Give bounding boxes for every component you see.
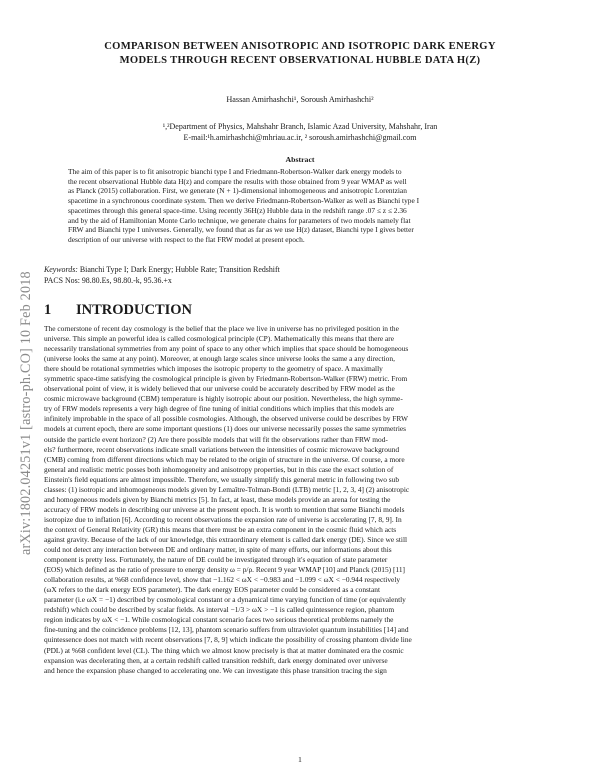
abstract-line: spacetime in a synchronous coordinate system. Then we derive Friedmann-Robertson-Walker as well as Bianchi type I (68, 196, 420, 206)
body-line: accuracy of FRW models in describing our universe at the present epoch. It is worth to mention that some Bianchi models (44, 504, 405, 514)
pacs-numbers: PACS Nos: 98.80.Es, 98.80.-k, 95.36.+x (44, 275, 172, 285)
body-line: els? furthermore, recent observations indicate small variations between the intensities of cosmic microwave background (44, 444, 400, 454)
body-line: outside the particle event horizon? (2) Are there possible models that will fit the observations rather than FRW mod- (44, 434, 388, 444)
body-line: redshift) which could be described by scalar fields. As interval −1/3 > ωX > −1 is called quintessence region, phantom (44, 605, 395, 615)
title-line-1: COMPARISON BETWEEN ANISOTROPIC AND ISOTROPIC DARK ENERGY (104, 41, 496, 52)
emails: E-mail:¹h.amirhashchi@mhriau.ac.ir, ² soroush.amirhashchi@gmail.com (183, 132, 417, 142)
body-line: region indicates by ωX < −1. While cosmological constant scenario faces two serious theoretical problems namely the (44, 615, 394, 625)
section-number: 1 (44, 302, 52, 318)
abstract-line: FRW and Bianchi type I universes. Generally, we found that as far as we use H(z) dataset, Bianchi type I gives better (68, 225, 414, 235)
section-heading (44, 302, 192, 319)
body-line: could not detect any interaction between DE and ordinary matter, in spite of many efforts, our informations about this (44, 545, 392, 555)
body-line: there should be rotational symmetries which imposes the isotropic property to the geometry of space. A maximally (44, 364, 383, 374)
authors: Hassan Amirhashchi¹, Soroush Amirhashchi² (226, 95, 374, 104)
abstract-line: description of our universe with respect to the flat FRW model at present epoch. (68, 234, 305, 244)
affiliation-block (60, 122, 540, 143)
body-line: The cornerstone of recent day cosmology is the belief that the place we live in universe has no privileged position in the (44, 324, 399, 333)
body-line: (PDL) at %68 confident level (CL). The thing which we almost know precisely is that at matter dominated era the cosmic (44, 645, 404, 655)
body-line: (universe looks the same at any point). Moreover, at enough large scales since universe looks the same a any direction, (44, 354, 395, 364)
abstract (68, 167, 534, 245)
paper-title (60, 40, 540, 68)
abstract-line: The aim of this paper is to fit anisotropic bianchi type I and Friedmann-Robertson-Walker dark energy models to (68, 167, 402, 176)
body-line: expansion was decelerating then, at a certain redshift called transition redshift, dark energy dominated over universe (44, 655, 388, 665)
body-line: and homogeneous models given by Bianchi metrics [5]. In fact, at least, these models provide an arena for testing the (44, 494, 391, 504)
body-line: infinitely improbable in the space of all possible cosmologies. Although, the observed universe could be describes by FRW (44, 414, 408, 424)
arxiv-stamp: arXiv:1802.04251v1 [astro-ph.CO] 10 Feb 2018 (18, 271, 34, 555)
body-line: models at current epoch, there are some important questions (1) does our universe necessarily posses the same symmetries (44, 424, 407, 434)
body-line: the context of General Relativity (GR) this means that there must be an extra component in the cosmic fluid which acts (44, 524, 397, 534)
abstract-line: spacetimes through this general space-time. Using recently 36H(z) Hubble data in the redshift range .07 ≤ z ≤ 2.36 (68, 205, 407, 215)
body-line: and hence the expansion phase changed to accelerating one. We can investigate this phase transition tracing the sign (44, 665, 387, 675)
page-number: 1 (298, 755, 302, 764)
body-line: fine-tuning and the coincidence problems [12, 13], phantom scenario suffers from ultraviolet quantum instabilities [14] and (44, 625, 409, 635)
affiliation: ¹,²Department of Physics, Mahshahr Branch, Islamic Azad University, Mahshahr, Iran (162, 122, 438, 131)
body-line: classes: (1) isotropic and inhomogeneous models given by Lemaître-Tolman-Bondi (LTB) metric [1, 2, 3, 4] (2) anisotropic (44, 484, 410, 494)
body-line: parameter (i.e ωX = −1) described by cosmological constant or a dynamical time varying function of time (or equivalently (44, 595, 406, 605)
abstract-line: the recent observational Hubble data H(z) and compare the results with those obtained from 9 year WMAP as well (68, 176, 407, 186)
body-line: component is pretty less. Fortunately, the nature of DE could be investigated through it's equation of state parameter (44, 555, 388, 565)
keywords-row (44, 265, 564, 276)
body-line: isotropize due to inflation [6]. According to recent observations the expansion rate of universe is accelerating [7, 8, 9]. In (44, 514, 402, 524)
abstract-line: as Planck (2015) collaboration. First, we generate (N + 1)-dimensional inhomogeneous and anisotropic Lorentzian (68, 186, 407, 196)
body-line: Einstein's field equations are almost impossible. Therefore, we usually simplify this general metric in following two sub (44, 474, 400, 484)
abstract-heading: Abstract (285, 155, 315, 164)
body-line: try of FRW models represents a very high degree of fine tuning of initial conditions which implies that this models are (44, 404, 395, 414)
body-text (44, 324, 562, 676)
body-line: symmetric space-time satisfying the cosmological principle is given by Friedmann-Robertson-Walker (FRW) metric. From (44, 374, 408, 384)
body-line: quintessence does not match with recent observations [7, 8, 9] which indicate the possibility of crossing phantom divide line (44, 635, 412, 645)
body-line: against gravity. Because of the lack of our knowledge, this extraordinary element is called dark energy (DE). Since we still (44, 534, 408, 544)
body-line: cosmic microwave background (CBM) temperature is highly isotropic about our position. Nevertheless, the high symme- (44, 394, 403, 404)
title-line-2: MODELS THROUGH RECENT OBSERVATIONAL HUBBLE DATA H(Z) (119, 55, 481, 66)
body-line: general and realistic metric posses both inhomogeneity and anisotropy properties, but in this case the exact solution of (44, 464, 394, 474)
keywords-label: Keywords: (44, 265, 78, 274)
body-line: (EOS) which defined as the ratio of pressure to energy density ω = p/ρ. Recent 9 year WMAP [10] and Planck (2015) [11] (44, 565, 406, 575)
keywords: Bianchi Type I; Dark Energy; Hubble Rate; Transition Redshift (79, 265, 280, 274)
keywords-block (44, 265, 564, 286)
body-line: collaboration results, at %68 confidence level, show that −1.162 < ωX < −0.983 and −1.099 < ωX < −0.944 respectively (44, 575, 401, 585)
body-line: (CMB) coming from different directions which may be related to the origin of structure in the universe. Of course, a more (44, 454, 405, 464)
body-line: observational point of view, it is widely believed that our universe could be accurately described by FRW model as the (44, 384, 395, 394)
abstract-line: and by the aid of Hamiltonian Monte Carlo technique, we generate chains for parameters of two models namely flat (68, 215, 411, 225)
section-title: INTRODUCTION (76, 302, 193, 318)
body-line: (ωX refers to the dark energy EOS parameter). The dark energy EOS parameter could be considered as a constant (44, 585, 381, 595)
body-line: necessarily translational symmetries from any point of space to any other which implies that space should be homogeneous (44, 344, 409, 354)
body-line: universe. This simple an powerful idea is called cosmological principle (CP). Mathematically this means that there are (44, 334, 394, 344)
